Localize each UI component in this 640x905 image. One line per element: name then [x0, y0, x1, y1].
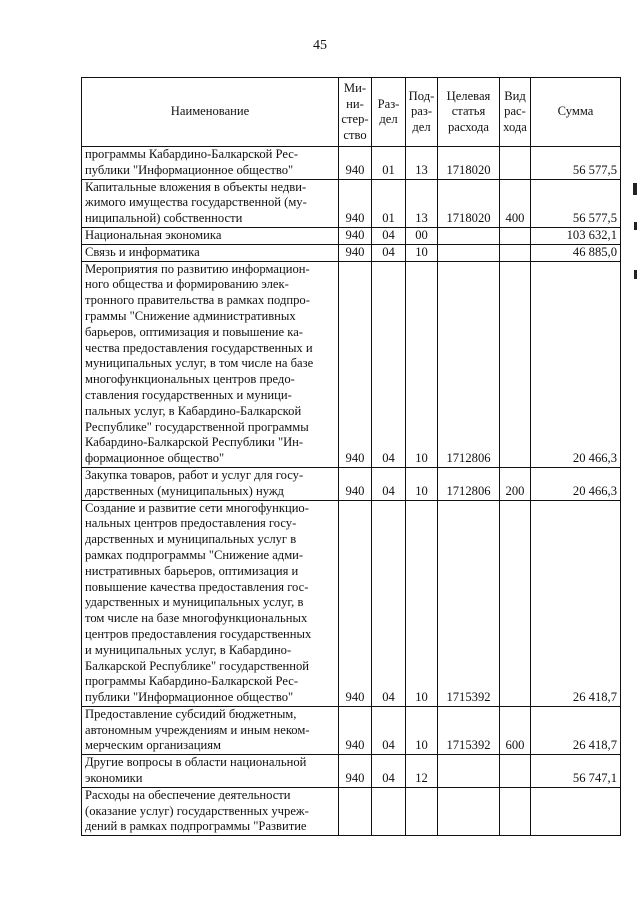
cell-sum [531, 787, 621, 835]
cell-section: 04 [372, 467, 406, 500]
table-row [82, 147, 621, 180]
cell-type [500, 500, 531, 706]
cell-sum: 20 466,3 [531, 261, 621, 467]
cell-subsection: 10 [406, 467, 438, 500]
header-section: Раз- дел [372, 78, 406, 147]
cell-type [500, 787, 531, 835]
cell-subsection: 10 [406, 706, 438, 754]
cell-section: 04 [372, 227, 406, 244]
cell-sum: 56 577,5 [531, 179, 621, 227]
cell-section: 04 [372, 261, 406, 467]
scan-edge-mark [634, 222, 637, 230]
cell-sum: 20 466,3 [531, 467, 621, 500]
cell-name: Создание и развитие сети многофункцио- нальных центров предоставления госу- дарственных и муниципальных услуг в рамках подпрограммы "Снижение адми- нистративных барьеров, оптимизация и повышение качества предоставления гос- ударственных и муниципальных услуг, в том числе на базе многофункциональных центров предоставления государственных и муниципальных услуг, в Кабардино- Балкарской Республике" государственной программы Кабардино-Балкарской Рес- публики "Информационное общество" [82, 500, 339, 706]
table-row [82, 755, 621, 788]
page-number: 45 [313, 38, 327, 53]
header-subsection: Под- раз- дел [406, 78, 438, 147]
table-row [82, 706, 621, 754]
table-body [82, 147, 621, 836]
cell-ministry: 940 [339, 261, 372, 467]
table-row [82, 261, 621, 467]
cell-target: 1715392 [438, 706, 500, 754]
cell-ministry: 940 [339, 467, 372, 500]
header-target: Целевая статья расхода [438, 78, 500, 147]
cell-ministry: 940 [339, 147, 372, 180]
cell-ministry: 940 [339, 755, 372, 788]
cell-type [500, 261, 531, 467]
cell-type [500, 755, 531, 788]
cell-name: Связь и информатика [82, 244, 339, 261]
cell-section: 04 [372, 755, 406, 788]
cell-section [372, 787, 406, 835]
cell-ministry: 940 [339, 179, 372, 227]
cell-name: Другие вопросы в области национальной экономики [82, 755, 339, 788]
scan-edge-mark [633, 183, 637, 195]
table-row [82, 467, 621, 500]
cell-type: 400 [500, 179, 531, 227]
cell-target [438, 244, 500, 261]
table-row [82, 500, 621, 706]
cell-subsection: 00 [406, 227, 438, 244]
cell-section: 04 [372, 244, 406, 261]
table-row [82, 227, 621, 244]
cell-name: Расходы на обеспечение деятельности (оказание услуг) государственных учреж- дений в рамках подпрограммы "Развитие [82, 787, 339, 835]
table-row [82, 244, 621, 261]
cell-name: Закупка товаров, работ и услуг для госу- дарственных (муниципальных) нужд [82, 467, 339, 500]
cell-target: 1715392 [438, 500, 500, 706]
header-name: Наименование [82, 78, 339, 147]
cell-target: 1718020 [438, 147, 500, 180]
cell-type [500, 227, 531, 244]
cell-ministry [339, 787, 372, 835]
table-header-row [82, 78, 621, 147]
cell-ministry: 940 [339, 500, 372, 706]
cell-type [500, 147, 531, 180]
table-row [82, 787, 621, 835]
header-sum: Сумма [531, 78, 621, 147]
cell-subsection: 10 [406, 261, 438, 467]
cell-sum: 26 418,7 [531, 500, 621, 706]
header-type: Вид рас- хода [500, 78, 531, 147]
cell-name: Предоставление субсидий бюджетным, автономным учреждениям и иным неком- мерческим организациям [82, 706, 339, 754]
cell-subsection: 13 [406, 179, 438, 227]
cell-subsection: 12 [406, 755, 438, 788]
header-ministry: Ми- ни- стер- ство [339, 78, 372, 147]
cell-ministry: 940 [339, 244, 372, 261]
cell-ministry: 940 [339, 227, 372, 244]
cell-type: 200 [500, 467, 531, 500]
cell-target [438, 755, 500, 788]
cell-type: 600 [500, 706, 531, 754]
cell-target: 1718020 [438, 179, 500, 227]
cell-name: Капитальные вложения в объекты недви- жимого имущества государственной (му- ниципальной) собственности [82, 179, 339, 227]
cell-sum: 56 747,1 [531, 755, 621, 788]
cell-section: 04 [372, 500, 406, 706]
cell-subsection: 10 [406, 500, 438, 706]
cell-section: 04 [372, 706, 406, 754]
cell-section: 01 [372, 179, 406, 227]
cell-target [438, 787, 500, 835]
cell-ministry: 940 [339, 706, 372, 754]
cell-sum: 56 577,5 [531, 147, 621, 180]
cell-sum: 26 418,7 [531, 706, 621, 754]
cell-sum: 103 632,1 [531, 227, 621, 244]
cell-sum: 46 885,0 [531, 244, 621, 261]
cell-name: Мероприятия по развитию информацион- ного общества и формированию элек- тронного правительства в рамках подпро- граммы "Снижение административных барьеров, оптимизация и повышение ка- чества предоставления государственных и муниципальных услуг, в том числе на базе многофункциональных центров предо- ставления государственных и муници- пальных услуг, в Кабардино-Балкарской Республике" государственной программы Кабардино-Балкарской Республики "Ин- формационное общество" [82, 261, 339, 467]
cell-section: 01 [372, 147, 406, 180]
cell-subsection: 13 [406, 147, 438, 180]
scan-edge-mark [634, 270, 637, 279]
cell-name: программы Кабардино-Балкарской Рес- публики "Информационное общество" [82, 147, 339, 180]
cell-target: 1712806 [438, 261, 500, 467]
cell-name: Национальная экономика [82, 227, 339, 244]
cell-subsection: 10 [406, 244, 438, 261]
table-row [82, 179, 621, 227]
cell-target: 1712806 [438, 467, 500, 500]
budget-table [81, 77, 621, 836]
cell-type [500, 244, 531, 261]
cell-subsection [406, 787, 438, 835]
cell-target [438, 227, 500, 244]
